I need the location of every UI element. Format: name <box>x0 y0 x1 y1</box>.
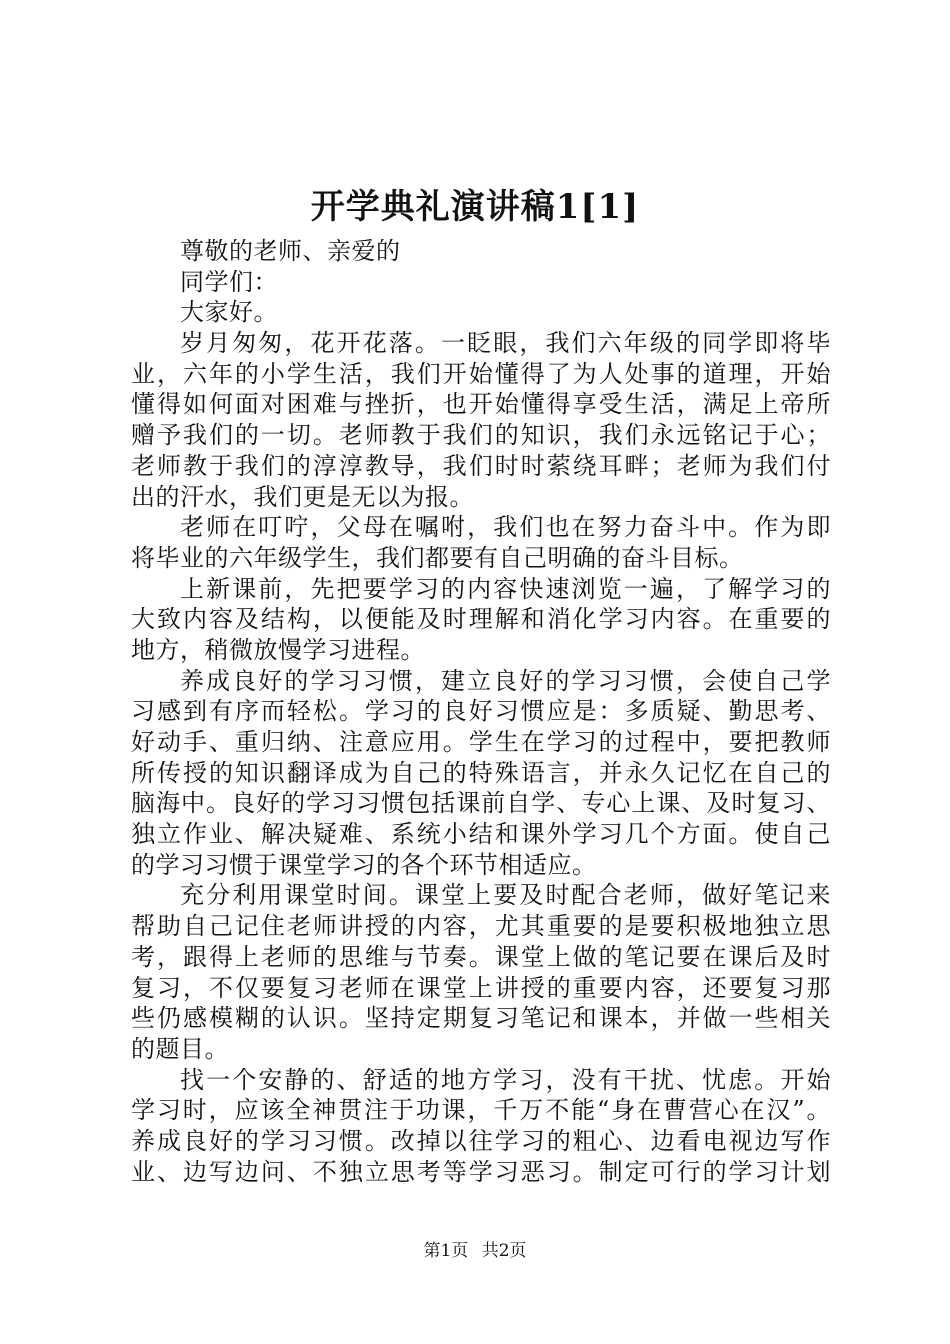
text-line: 业、边写边问、不独立思考等学习恶习。制定可行的学习计划 <box>131 1157 831 1186</box>
page-total: 共2页 <box>481 1241 527 1261</box>
text-line: 上新课前，先把要学习的内容快速浏览一遍，了解学习的 <box>180 574 831 603</box>
text-line: 大致内容及结构，以便能及时理解和消化学习内容。在重要的 <box>131 605 831 634</box>
text-line: 所传授的知识翻译成为自己的特殊语言，并永久记忆在自己的 <box>131 758 831 787</box>
text-line: 大家好。 <box>180 298 278 327</box>
document-title: 开学典礼演讲稿1[1] <box>310 187 640 227</box>
text-line: 业，六年的小学生活，我们开始懂得了为人处事的道理，开始 <box>131 359 831 388</box>
text-line: 复习，不仅要复习老师在课堂上讲授的重要内容，还要复习那 <box>131 973 831 1002</box>
text-line: 的学习习惯于课堂学习的各个环节相适应。 <box>131 850 597 879</box>
text-line: 帮助自己记住老师讲授的内容，尤其重要的是要积极地独立思 <box>131 912 831 941</box>
text-line: 尊敬的老师、亲爱的 <box>180 237 401 265</box>
text-line: 的题目。 <box>131 1034 229 1063</box>
document-body <box>131 236 831 1187</box>
page-footer <box>0 1239 950 1263</box>
text-line: 考，跟得上老师的思维与节奏。课堂上做的笔记要在课后及时 <box>131 942 831 971</box>
text-line: 些仍感模糊的认识。坚持定期复习笔记和课本，并做一些相关 <box>131 1004 831 1033</box>
text-line: 养成良好的学习习惯。改掉以往学习的粗心、边看电视边写作 <box>131 1126 831 1155</box>
text-line: 习感到有序而轻松。学习的良好习惯应是：多质疑、勤思考、 <box>131 697 831 726</box>
text-line: 老师教于我们的淳淳教导，我们时时萦绕耳畔；老师为我们付 <box>131 451 831 480</box>
text-line: 好动手、重归纳、注意应用。学生在学习的过程中，要把教师 <box>131 728 831 756</box>
text-line: 脑海中。良好的学习习惯包括课前自学、专心上课、及时复习、 <box>131 789 831 818</box>
text-line: 养成良好的学习习惯，建立良好的学习习惯，会使自己学 <box>180 666 831 695</box>
text-line: 将毕业的六年级学生，我们都要有自己明确的奋斗目标。 <box>131 543 744 572</box>
text-line: 学习时，应该全神贯注于功课，千万不能“身在曹营心在汉”。 <box>131 1096 831 1125</box>
text-line: 岁月匆匆，花开花落。一眨眼，我们六年级的同学即将毕 <box>180 329 831 358</box>
page-number: 第1页 <box>423 1241 469 1261</box>
text-line: 充分利用课堂时间。课堂上要及时配合老师，做好笔记来 <box>180 881 831 910</box>
text-line: 独立作业、解决疑难、系统小结和课外学习几个方面。使自己 <box>131 820 831 849</box>
text-line: 同学们： <box>180 267 278 296</box>
text-line: 赠予我们的一切。老师教于我们的知识，我们永远铭记于心； <box>131 421 831 450</box>
text-line: 地方，稍微放慢学习进程。 <box>131 635 425 664</box>
text-line: 出的汗水，我们更是无以为报。 <box>131 482 474 511</box>
text-line: 找一个安静的、舒适的地方学习，没有干扰、忧虑。开始 <box>180 1065 831 1094</box>
text-line: 懂得如何面对困难与挫折，也开始懂得享受生活，满足上帝所 <box>131 390 831 419</box>
text-line: 老师在叮咛，父母在嘱咐，我们也在努力奋斗中。作为即 <box>180 513 831 542</box>
